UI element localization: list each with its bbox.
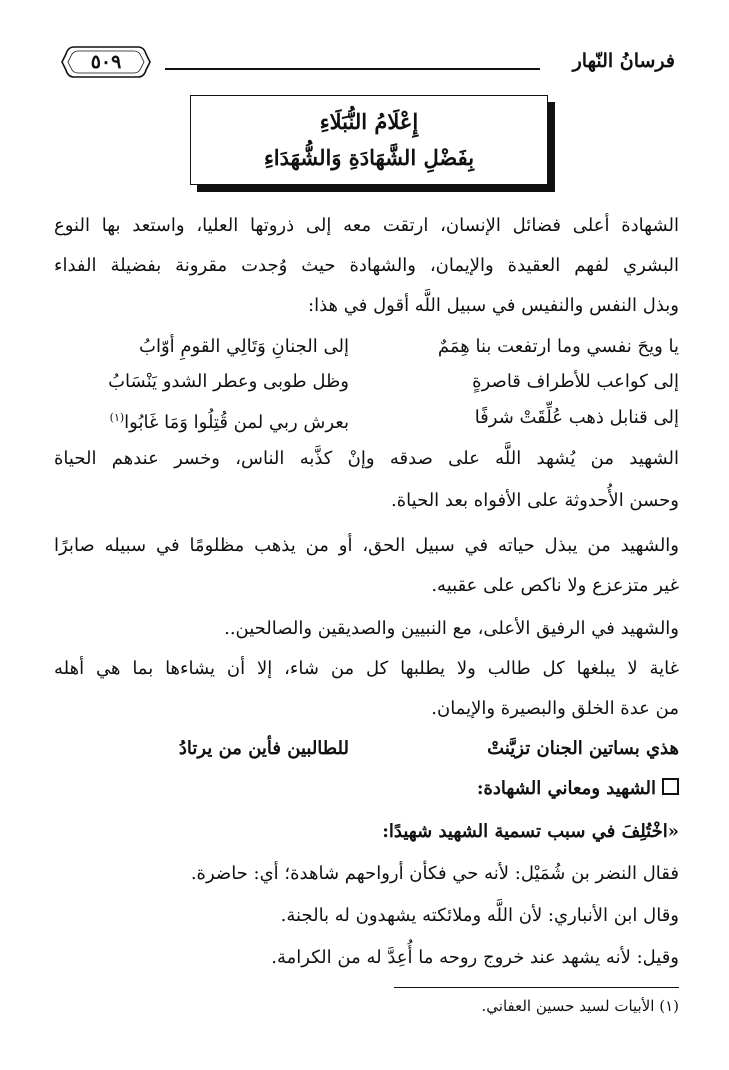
verse-text: بعرش ربي لمن قُتِلُوا وَمَا غَابُوا xyxy=(124,412,349,433)
verse-second-hemistich xyxy=(54,404,349,437)
text-line: البشري لفهم العقيدة والإيمان، والشهادة حيث وُجدت مقرونة بفضيلة الفداء xyxy=(54,255,679,276)
running-title: فرسانُ النّهار xyxy=(572,50,675,72)
footnote-reference: (١) xyxy=(109,411,125,424)
chapter-title-box xyxy=(190,95,548,185)
text-line: وحسن الأُحدوثة على الأفواه بعد الحياة. xyxy=(391,490,679,511)
verse-second-hemistich: إلى الجنانِ وَتَالِي القومِ أوّابُ xyxy=(139,336,349,357)
verse-first-hemistich: يا ويحَ نفسي وما ارتفعت بنا هِمَمٌ xyxy=(437,336,679,357)
header-rule xyxy=(165,68,540,70)
bold-verse xyxy=(54,735,679,763)
text-line: وقال ابن الأنباري: لأن اللَّه وملائكته يشهدون له بالجنة. xyxy=(280,905,679,926)
text-line: من عدة الخلق والبصيرة والإيمان. xyxy=(431,698,679,719)
chapter-title-line-1: إِعْلَامُ النُّبَلَاءِ xyxy=(319,109,419,134)
text-line: والشهيد في الرفيق الأعلى، مع النبيين والصديقين والصالحين.. xyxy=(224,618,679,639)
text-line: وقيل: لأنه يشهد عند خروج روحه ما أُعِدَّ له من الكرامة. xyxy=(271,947,679,968)
verse-first-hemistich: إلى كواعب للأطراف قاصرةٍ xyxy=(472,371,679,392)
page-number: ٥٠٩ xyxy=(90,51,122,73)
chapter-title-line-2: بِفَضْلِ الشَّهَادَةِ وَالشُّهَدَاءِ xyxy=(263,145,475,170)
text-line: الشهيد من يُشهد اللَّه على صدقه وإنْ كذَّبه الناس، وخسر عندهم الحياة xyxy=(54,448,679,469)
poem-verse xyxy=(54,368,679,396)
square-bullet-icon xyxy=(662,778,679,795)
footnote-rule xyxy=(394,987,679,988)
verse-second-hemistich: للطالبين فأين من يرتادُ xyxy=(178,738,349,759)
page-number-badge xyxy=(60,44,152,80)
poem-verse xyxy=(54,333,679,361)
text-line: غاية لا يبلغها كل طالب ولا يطلبها كل من شاء، إلا أن يشاءها بما هي أهله xyxy=(54,658,679,679)
text-line: وبذل النفس والنفيس في سبيل اللَّه أقول في هذا: xyxy=(308,295,679,316)
text-line: والشهيد من يبذل حياته في سبيل الحق، أو من يذهب مظلومًا في سبيله صابرًا xyxy=(54,535,679,556)
text-line: الشهادة أعلى فضائل الإنسان، ارتقت معه إلى ذروتها العليا، واستعد بها النوع xyxy=(54,215,679,236)
poem-verse xyxy=(54,404,679,432)
verse-second-hemistich: وظل طوبى وعطر الشدو يَنْسَابُ xyxy=(108,371,349,392)
footnote: (١) الأبيات لسيد حسين العفاني. xyxy=(481,997,679,1015)
subheading: «اخْتُلِفَ في سبب تسمية الشهيد شهيدًا: xyxy=(382,821,679,842)
page-header xyxy=(60,44,675,84)
verse-first-hemistich: إلى قنابل ذهب عُلِّقَتْ شرفًا xyxy=(474,407,679,428)
section-heading xyxy=(54,775,679,803)
text-line: فقال النضر بن شُمَيْل: لأنه حي فكأن أرواحهم شاهدة؛ أي: حاضرة. xyxy=(190,863,679,884)
verse-first-hemistich: هذي بساتين الجنان تزيَّنتْ xyxy=(487,738,679,759)
text-line: غير متزعزع ولا ناكص على عقبيه. xyxy=(431,575,679,596)
section-heading-text: الشهيد ومعاني الشهادة: xyxy=(476,778,656,799)
